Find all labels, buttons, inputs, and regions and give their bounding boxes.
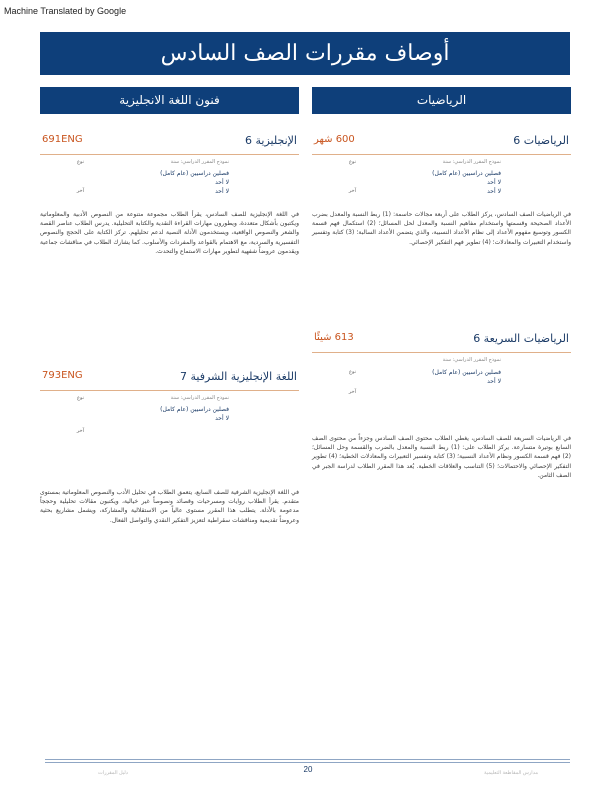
meta-value: لا أحد: [487, 188, 501, 195]
meta-value: فصلين دراسيين (عام كامل): [160, 406, 229, 413]
meta-label: نوع: [349, 159, 356, 165]
course-meta-top: نموذج المقرر الدراسي: سنة: [442, 357, 501, 363]
meta-label: نوع: [349, 369, 356, 375]
meta-label: نوع: [77, 159, 84, 165]
page-number: 20: [303, 765, 313, 774]
course-math-6: [312, 132, 572, 246]
column-heading-math: الرياضيات: [312, 87, 571, 114]
meta-value: لا أحد: [215, 415, 229, 422]
course-meta-top: نموذج المقرر الدراسي: سنة: [442, 159, 501, 165]
page-title: أوصاف مقررات الصف السادس: [40, 32, 570, 75]
course-name: الرياضيات 6: [513, 134, 569, 147]
meta-label: نوع: [77, 395, 84, 401]
meta-value: فصلين دراسيين (عام كامل): [160, 170, 229, 177]
course-meta-top: نموذج المقرر الدراسي: سنة: [170, 159, 229, 165]
course-description: في الرياضيات الصف السادس، يركز الطلاب على أربعة مجالات حاسمة: (1) ربط النسبة والمعدل بضرب الأعداد الصحيحة وقسمتها واستخدام مفاهيم النسبة والمعدل لحل المسائل؛ (2) استكمال فهم قسمة الكسور وتوسيع مفهوم الأعداد إلى نظام الأعداد النسبية، والذي يتضمن الأعداد السالبة؛ (3) كتابة وتفسير واستخدام التعبيرات والمعادلات؛ (4) تطوير فهم التفكير الإحصائي.: [312, 211, 572, 246]
course-code: 613 شيئًا: [314, 332, 354, 343]
course-description: في اللغة الإنجليزية للصف السادس، يقرأ الطلاب مجموعة متنوعة من النصوص الأدبية والمعلوماتية ويكتبون بأشكال متعددة، ويطورون مهارات القراءة النقدية والكتابة التحليلية. يدرس الطلاب عناصر القصة والشعر والنصوص الواقعية، ويستخدمون الأدلة النصية لدعم تحليلهم. تركز الكتابة على الحجج والنصوص التفسيرية والسردية، مع الاهتمام بالقواعد والمفردات والأسلوب. كما يشارك الطلاب في مناقشات جماعية ويقدمون عروضاً شفهية لتطوير مهارات الاستماع والتحدث.: [40, 211, 299, 255]
course-name: الإنجليزية 6: [245, 134, 297, 147]
meta-label: آخر: [76, 188, 84, 194]
column-heading-english: فنون اللغة الانجليزية: [40, 87, 299, 114]
meta-value: لا أحد: [215, 179, 229, 186]
course-description: في الرياضيات السريعة للصف السادس، يغطي الطلاب محتوى الصف السادس وجزءاً من محتوى الصف السابع بوتيرة متسارعة. يركز الطلاب على: (1) ربط النسبة والمعدل بالضرب والقسمة وحل المسائل؛ (2) فهم قسمة الكسور ونظام الأعداد النسبية؛ (3) كتابة وتفسير التعبيرات والمعادلات الخطية؛ (4) تطوير التفكير الإحصائي والاحتمالات؛ (5) التناسب والعلاقات الخطية. يُعد هذا المقرر الطلاب لدراسة الجبر في الصف الثامن.: [312, 435, 571, 479]
meta-value: لا أحد: [487, 179, 501, 186]
watermark: Machine Translated by Google: [4, 6, 127, 16]
course-code: 691ENG: [42, 134, 83, 145]
meta-value: لا أحد: [487, 378, 501, 385]
footer-right-text: مدارس المقاطعة التعليمية: [484, 770, 538, 776]
course-code: 600 شهر: [314, 134, 355, 145]
course-meta-top: نموذج المقرر الدراسي: سنة: [170, 395, 229, 401]
meta-label: آخر: [348, 389, 356, 395]
course-description: في اللغة الإنجليزية الشرفية للصف السابع، يتعمق الطلاب في تحليل الأدب والنصوص المعلوماتية بمستوى متقدم. يقرأ الطلاب روايات ومسرحيات وقصائد ونصوصاً غير خيالية، ويكتبون مقالات تحليلية وحججاً مدعومة بالأدلة. يتطلب هذا المقرر مستوى عالياً من الاستقلالية والمشاركة، ويشمل مشاريع بحثية وعروضاً تقديمية ومناقشات سقراطية لتعزيز التفكير النقدي والتواصل الفعال.: [40, 489, 299, 524]
course-english-honors-7: [40, 368, 299, 524]
meta-label: آخر: [76, 428, 84, 434]
meta-value: فصلين دراسيين (عام كامل): [432, 369, 501, 376]
meta-value: لا أحد: [215, 188, 229, 195]
course-accelerated-math-6: [312, 330, 571, 479]
course-name: الرياضيات السريعة 6: [473, 332, 569, 345]
course-english-6: [40, 132, 299, 255]
course-name: اللغة الإنجليزية الشرفية 7: [180, 370, 297, 383]
footer-left-text: دليل المقررات: [98, 770, 129, 776]
meta-label: آخر: [348, 188, 356, 194]
course-code: 793ENG: [42, 370, 83, 381]
meta-value: فصلين دراسيين (عام كامل): [432, 170, 501, 177]
footer-divider: [45, 762, 570, 763]
footer-divider: [45, 759, 570, 760]
